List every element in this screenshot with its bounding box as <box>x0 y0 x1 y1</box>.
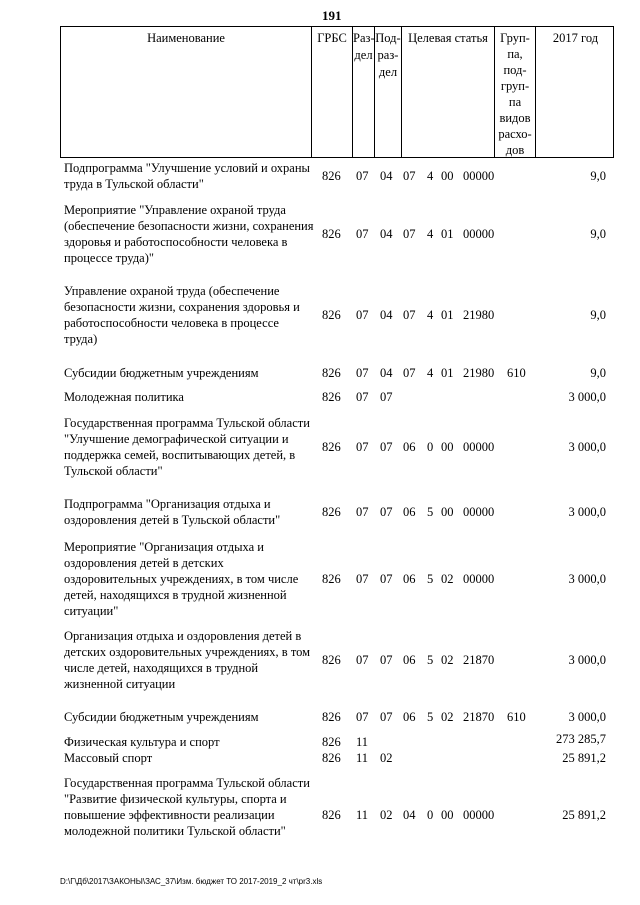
cell-cs2: 4 <box>427 366 434 380</box>
cell-amount: 273 285,7 <box>556 732 606 746</box>
cell-cs4: 00000 <box>463 505 495 519</box>
cell-rz: 07 <box>356 366 369 380</box>
cell-amount: 9,0 <box>590 227 606 241</box>
cell-cs4: 00000 <box>463 227 495 241</box>
table-row <box>60 750 614 766</box>
cell-cs3: 02 <box>441 710 454 724</box>
file-path-footer: D:\Г\Дб\2017\ЗАКОНЫ\ЗАС_37\Изм. бюджет ТО 2017-2019_2 чт\pr3.xls <box>60 877 323 886</box>
table-row <box>60 628 614 692</box>
cell-cs3: 01 <box>441 308 454 322</box>
table-row <box>60 283 614 347</box>
cell-rz: 11 <box>356 808 369 822</box>
cell-pr: 02 <box>380 808 393 822</box>
row-name: Физическая культура и спорт <box>64 735 220 749</box>
cell-amount: 9,0 <box>590 366 606 380</box>
cell-pr: 02 <box>380 751 393 765</box>
cell-amount: 3 000,0 <box>568 710 606 724</box>
cell-pr: 07 <box>380 505 393 519</box>
cell-rz: 07 <box>356 390 369 404</box>
header-gruppa: Груп- па, под- груп- па видов расхо- дов <box>494 27 535 157</box>
table-row <box>60 496 614 528</box>
cell-cs1: 04 <box>403 808 416 822</box>
cell-grbs: 826 <box>322 440 341 454</box>
cell-grbs: 826 <box>322 572 341 586</box>
cell-amount: 3 000,0 <box>568 390 606 404</box>
cell-cs2: 5 <box>427 710 434 724</box>
cell-cs1: 06 <box>403 505 416 519</box>
cell-amount: 25 891,2 <box>562 808 606 822</box>
cell-pr: 07 <box>380 440 393 454</box>
header-razdel: Раз- дел <box>352 27 374 157</box>
cell-cs2: 5 <box>427 653 434 667</box>
header-grbs: ГРБС <box>311 27 352 157</box>
cell-cs4: 21980 <box>463 308 495 322</box>
page-number: 191 <box>322 8 342 23</box>
cell-amount: 3 000,0 <box>568 572 606 586</box>
cell-grbs: 826 <box>322 366 341 380</box>
row-name: Мероприятие "Управление охраной труда (обеспечение безопасности жизни, сохранения здоровья и работоспособности человека в процессе труда)" <box>64 203 314 265</box>
cell-grbs: 826 <box>322 735 341 749</box>
cell-cs1: 06 <box>403 440 416 454</box>
cell-rz: 07 <box>356 710 369 724</box>
row-name: Подпрограмма "Улучшение условий и охраны труда в Тульской области" <box>64 161 310 191</box>
cell-amount: 3 000,0 <box>568 505 606 519</box>
cell-cs2: 4 <box>427 308 434 322</box>
row-name: Управление охраной труда (обеспечение безопасности жизни, сохранения здоровья и работоспособности человека в процессе труда) <box>64 284 300 346</box>
cell-amount: 9,0 <box>590 308 606 322</box>
cell-cs4: 21870 <box>463 653 495 667</box>
cell-grbs: 826 <box>322 808 341 822</box>
header-year: 2017 год <box>535 27 615 157</box>
cell-cs1: 06 <box>403 572 416 586</box>
table-row <box>60 160 614 192</box>
cell-cs1: 07 <box>403 227 416 241</box>
table-header <box>60 26 614 158</box>
cell-cs2: 0 <box>427 808 434 822</box>
header-name: Наименование <box>147 31 225 45</box>
row-name: Субсидии бюджетным учреждениям <box>64 366 259 380</box>
row-name: Массовый спорт <box>64 751 153 765</box>
cell-rz: 07 <box>356 440 369 454</box>
cell-rz: 07 <box>356 572 369 586</box>
table-row <box>60 734 614 750</box>
cell-cs2: 4 <box>427 169 434 183</box>
cell-cs1: 07 <box>403 308 416 322</box>
cell-cs1: 06 <box>403 710 416 724</box>
cell-amount: 25 891,2 <box>562 751 606 765</box>
cell-amount: 3 000,0 <box>568 653 606 667</box>
cell-vr: 610 <box>507 710 526 724</box>
cell-cs3: 01 <box>441 227 454 241</box>
cell-grbs: 826 <box>322 169 341 183</box>
cell-pr: 07 <box>380 653 393 667</box>
cell-rz: 07 <box>356 227 369 241</box>
cell-cs3: 00 <box>441 440 454 454</box>
cell-amount: 3 000,0 <box>568 440 606 454</box>
cell-grbs: 826 <box>322 653 341 667</box>
cell-rz: 07 <box>356 653 369 667</box>
cell-pr: 04 <box>380 169 393 183</box>
cell-cs3: 00 <box>441 169 454 183</box>
row-name: Государственная программа Тульской области "Развитие физической культуры, спорта и повышение эффективности реализации молодежной политики Тульской области" <box>64 776 310 838</box>
cell-pr: 07 <box>380 572 393 586</box>
cell-cs3: 02 <box>441 653 454 667</box>
cell-cs1: 07 <box>403 366 416 380</box>
cell-cs1: 07 <box>403 169 416 183</box>
cell-cs4: 00000 <box>463 572 495 586</box>
cell-cs2: 0 <box>427 440 434 454</box>
cell-cs3: 01 <box>441 366 454 380</box>
row-name: Субсидии бюджетным учреждениям <box>64 710 259 724</box>
cell-rz: 11 <box>356 751 369 765</box>
cell-pr: 07 <box>380 390 393 404</box>
table-row <box>60 539 614 619</box>
cell-pr: 04 <box>380 308 393 322</box>
table-row <box>60 389 614 405</box>
cell-cs3: 02 <box>441 572 454 586</box>
cell-cs3: 00 <box>441 808 454 822</box>
cell-grbs: 826 <box>322 751 341 765</box>
cell-grbs: 826 <box>322 390 341 404</box>
cell-rz: 07 <box>356 169 369 183</box>
cell-cs4: 00000 <box>463 808 495 822</box>
table-row <box>60 365 614 381</box>
cell-cs2: 5 <box>427 505 434 519</box>
table-row <box>60 709 614 725</box>
cell-pr: 04 <box>380 227 393 241</box>
header-podrazdel: Под- раз- дел <box>374 27 401 157</box>
cell-amount: 9,0 <box>590 169 606 183</box>
table-row <box>60 202 614 266</box>
cell-grbs: 826 <box>322 308 341 322</box>
cell-cs2: 4 <box>427 227 434 241</box>
cell-cs2: 5 <box>427 572 434 586</box>
cell-cs1: 06 <box>403 653 416 667</box>
row-name: Организация отдыха и оздоровления детей в детских оздоровительных учреждениях, в том числе детей, находящихся в трудной жизненной ситуации <box>64 629 311 691</box>
row-name: Подпрограмма "Организация отдыха и оздоровления детей в Тульской области" <box>64 497 281 527</box>
row-name: Государственная программа Тульской области "Улучшение демографической ситуации и поддержка семей, воспитывающих детей, в Тульской области" <box>64 416 310 478</box>
cell-grbs: 826 <box>322 505 341 519</box>
cell-cs4: 00000 <box>463 169 495 183</box>
table-row <box>60 775 614 855</box>
cell-rz: 11 <box>356 735 369 749</box>
table-row <box>60 415 614 479</box>
cell-rz: 07 <box>356 505 369 519</box>
cell-cs4: 00000 <box>463 440 495 454</box>
header-tselevaya: Целевая статья <box>401 27 494 157</box>
cell-cs4: 21980 <box>463 366 495 380</box>
cell-cs3: 00 <box>441 505 454 519</box>
row-name: Мероприятие "Организация отдыха и оздоровления детей в детских оздоровительных учреждениях, в том числе детей, находящихся в трудной жизненной ситуации" <box>64 540 299 618</box>
cell-rz: 07 <box>356 308 369 322</box>
cell-pr: 04 <box>380 366 393 380</box>
cell-grbs: 826 <box>322 710 341 724</box>
cell-grbs: 826 <box>322 227 341 241</box>
cell-cs4: 21870 <box>463 710 495 724</box>
row-name: Молодежная политика <box>64 390 184 404</box>
cell-pr: 07 <box>380 710 393 724</box>
cell-vr: 610 <box>507 366 526 380</box>
